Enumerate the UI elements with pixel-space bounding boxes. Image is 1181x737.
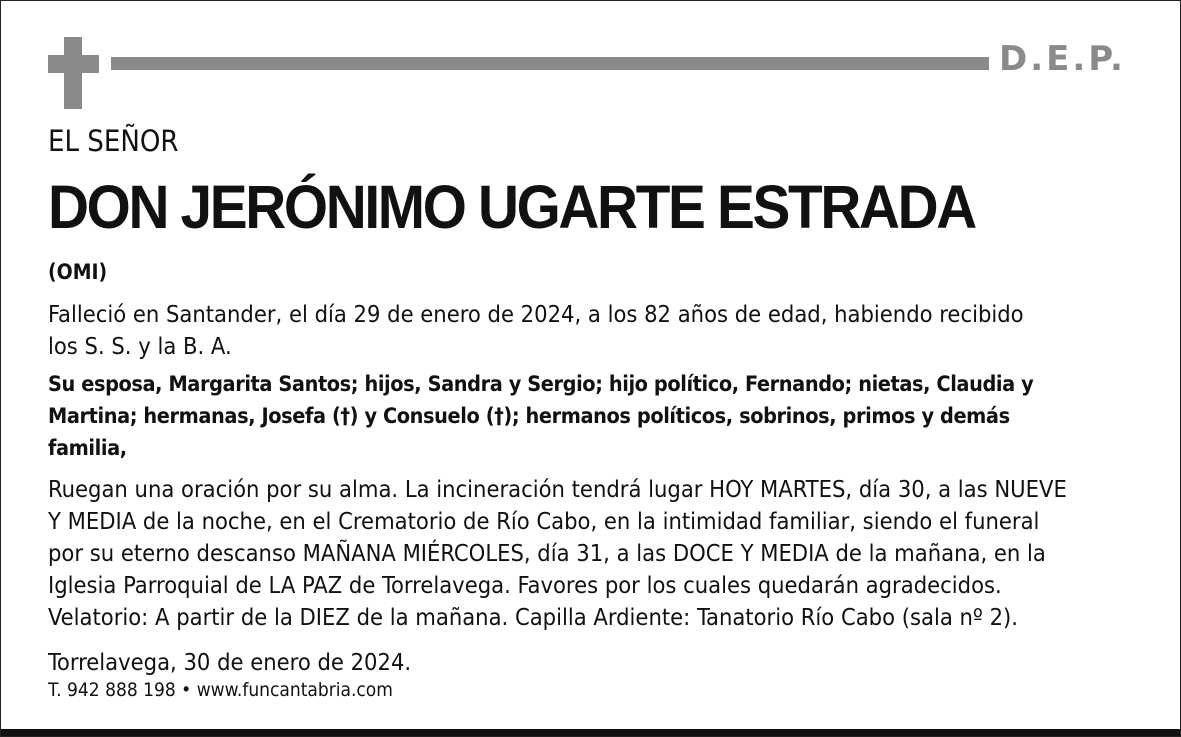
request-paragraph: [48, 473, 1067, 633]
family-line: Martina; hermanas, Josefa (†) y Consuelo (†); hermanos políticos, sobrinos, primos y demás: [48, 404, 1010, 429]
family-line: Su esposa, Margarita Santos; hijos, Sandra y Sergio; hijo político, Fernando; nietas, Claudia y: [48, 372, 1034, 397]
death-line: Falleció en Santander, el día 29 de enero de 2024, a los 82 años de edad, habiendo recibido: [48, 300, 1024, 328]
death-line: los S. S. y la B. A.: [48, 332, 232, 360]
deceased-name: DON JERÓNIMO UGARTE ESTRADA: [48, 173, 975, 241]
cross-icon-bar: [48, 55, 99, 73]
death-paragraph: [48, 298, 1024, 362]
place-date: Torrelavega, 30 de enero de 2024.: [48, 648, 412, 676]
bottom-border: [1, 729, 1180, 736]
dep-label: D.E.P.: [999, 39, 1126, 79]
family-line: familia,: [48, 436, 127, 461]
request-line: Velatorio: A partir de la DIEZ de la mañana. Capilla Ardiente: Tanatorio Río Cabo (sala nº 2).: [48, 603, 1018, 631]
family-paragraph: [48, 369, 1033, 465]
request-line: por su eterno descanso MAÑANA MIÉRCOLES, día 31, a las DOCE Y MEDIA de la mañana, en la: [48, 539, 1046, 567]
request-line: Iglesia Parroquial de LA PAZ de Torrelavega. Favores por los cuales quedarán agradecidos.: [48, 571, 1002, 599]
contact-line: T. 942 888 198 • www.funcantabria.com: [48, 679, 393, 701]
honorific-title: EL SEÑOR: [48, 124, 179, 158]
header-rule: [111, 57, 989, 70]
cross-icon: [64, 37, 82, 109]
request-line: Y MEDIA de la noche, en el Crematorio de Río Cabo, en la intimidad familiar, siendo el funeral: [48, 507, 1040, 535]
request-line: Ruegan una oración por su alma. La incineración tendrá lugar HOY MARTES, día 30, a las NUEVE: [48, 475, 1067, 503]
nickname: (OMI): [48, 260, 108, 284]
